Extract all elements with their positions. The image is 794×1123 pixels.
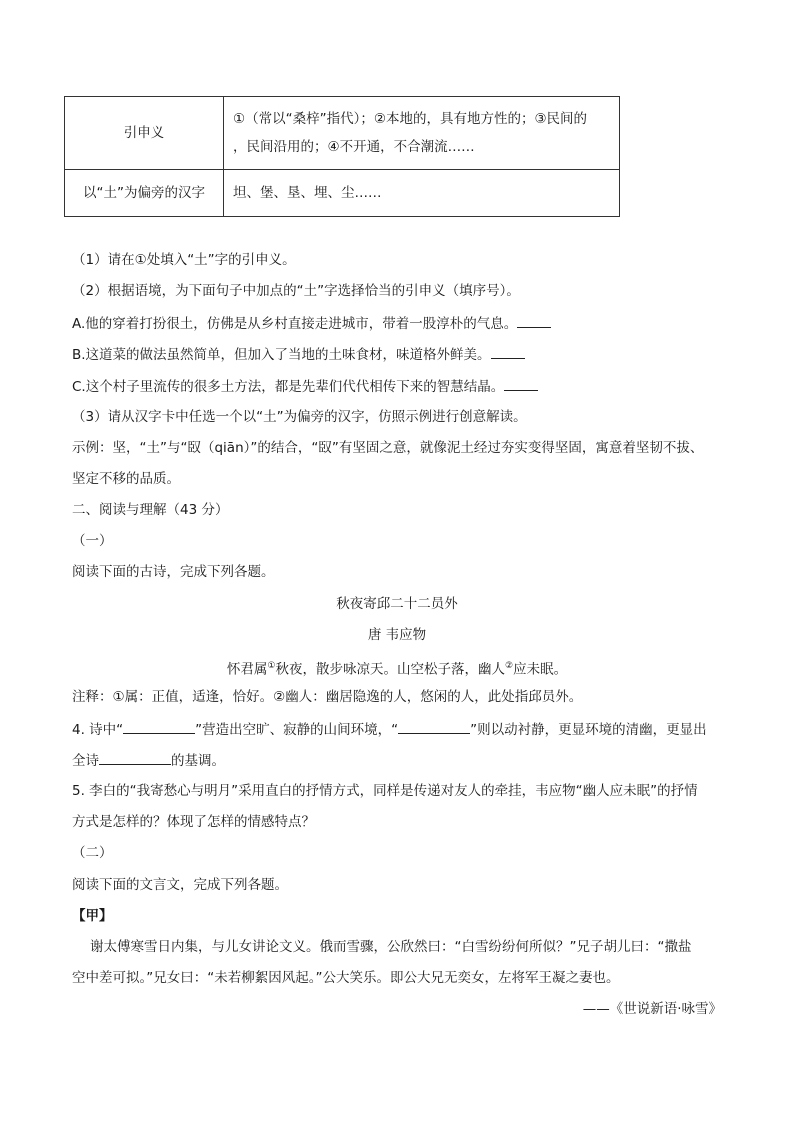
poem-author: 唐 韦应物 [367,627,427,643]
table-content-cell [224,97,620,170]
question-1: （1）请在①处填入“土”字的引申义。 [72,252,296,268]
question-4 [72,719,707,740]
table-header-cell: 以“土”为偏旁的汉字 [65,170,224,217]
instruction: 阅读下面的文言文，完成下列各题。 [72,877,288,893]
question-4-cont [72,750,225,771]
table-row [65,170,620,217]
passage-line: 空中差可拟。”兄女曰：“未若柳絮因风起。”公大笑乐。即公大兄无奕女，左将军王凝之妻也。 [72,970,620,986]
question-2c [72,376,538,397]
poem-part: 秋夜，散步咏凉天。山空松子落，幽人 [275,661,505,678]
answer-blank[interactable] [491,344,525,359]
table-content-line: ①（常以“桑梓”指代）；②本地的，具有地方性的；③民间的 [233,111,588,127]
table-row [65,97,620,170]
part-label: （二） [72,845,113,861]
poem-part: 怀君属 [226,661,268,678]
passage-line: 谢太傅寒雪日内集，与儿女讲论文义。俄而雪骤，公欣然曰：“白雪纷纷何所似？”兄子胡儿曰：“撒盐 [90,939,692,955]
footnote-marker: ① [267,661,276,671]
question-2b [72,344,525,365]
example-line: 坚定不移的品质。 [72,471,180,487]
answer-blank[interactable] [517,313,551,328]
question-5: 5. 李白的“我寄愁心与明月”采用直白的抒情方式，同样是传递对友人的牵挂，韦应物“幽人应未眠”的抒情 [72,783,698,799]
answer-blank[interactable] [398,719,470,734]
question-5-cont: 方式是怎样的？体现了怎样的情感特点？ [72,814,315,830]
poem-text [0,656,794,680]
table-content-line: ，民间沿用的；④不开通，不合潮流…… [233,139,475,155]
question-text: 4. 诗中“ [72,722,124,738]
instruction: 阅读下面的古诗，完成下列各题。 [72,564,275,580]
poem-part: 应未眠。 [513,661,568,678]
answer-blank[interactable] [123,719,195,734]
part-label: （一） [72,533,113,549]
poem-notes: 注释：①属：正值，适逢，恰好。②幽人：幽居隐逸的人，悠闲的人，此处指邱员外。 [72,689,583,705]
question-text: 的基调。 [171,753,225,769]
question-2a [72,313,551,334]
question-text: ”营造出空旷、寂静的山间环境，“ [195,722,399,738]
answer-blank[interactable] [504,376,538,391]
character-table [64,96,620,217]
passage-label: 【甲】 [72,908,113,924]
passage-source: ——《世说新语·咏雪》 [582,1001,722,1017]
question-text: C.这个村子里流传的很多土方法，都是先辈们代代相传下来的智慧结晶。 [72,379,505,395]
answer-blank[interactable] [99,750,171,765]
question-text: A.他的穿着打扮很土，仿佛是从乡村直接走进城市，带着一股淳朴的气息。 [72,316,518,332]
table-header-cell: 引申义 [65,97,224,170]
example-line: 示例：坚，“土”与“臤（qiān）”的结合，“臤”有坚固之意，就像泥土经过夯实变得坚固，寓意着坚韧不拔、 [72,440,704,456]
question-2: （2）根据语境，为下面句子中加点的“土”字选择恰当的引申义（填序号）。 [72,283,520,299]
question-text: ”则以动衬静，更显环境的清幽，更显出 [470,722,707,738]
question-text: B.这道菜的做法虽然简单，但加入了当地的土味食材，味道格外鲜美。 [72,347,491,363]
table-content-cell: 坦、堡、垦、埋、尘…… [224,170,620,217]
poem-title: 秋夜寄邱二十二员外 [336,596,458,612]
question-3: （3）请从汉字卡中任选一个以“土”为偏旁的汉字，仿照示例进行创意解读。 [72,409,527,425]
section-heading: 二、阅读与理解（43 分） [72,502,229,518]
footnote-marker: ② [505,661,514,671]
question-text: 全诗 [72,753,99,769]
